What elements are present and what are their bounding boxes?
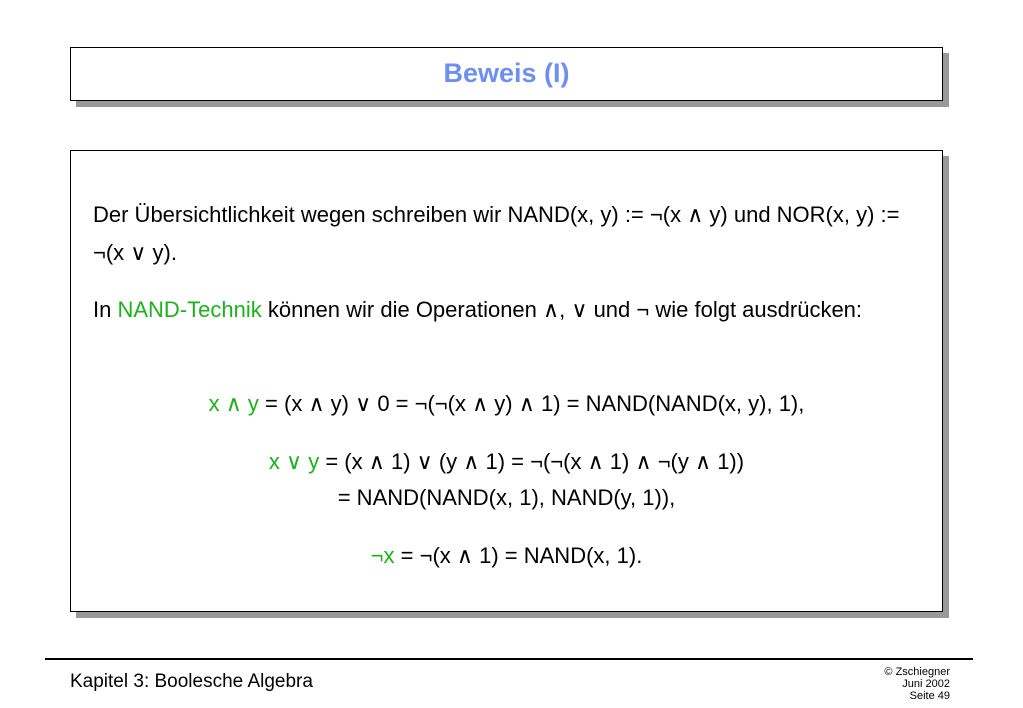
equation-and [71,391,942,417]
p1-end: . [170,240,177,265]
and-lhs: x ∧ y [208,391,259,416]
nor-definition: ¬(x ∨ y) [93,240,171,265]
p2-lead: In [93,297,118,322]
p2-rest-2: wie folgt ausdrücken: [655,297,863,322]
footer-page: Seite 49 [909,690,950,702]
or-lhs: x ∨ y [268,449,320,474]
paragraph-nand-technik [93,291,928,329]
title-box [70,47,943,101]
operator-symbols: ∧, ∨ und ¬ [543,297,656,322]
and-rhs: = (x ∧ y) ∨ 0 = ¬(¬(x ∧ y) ∧ 1) = NAND(NAND(x, y), 1), [258,391,805,416]
p2-rest-1: können wir die Operationen [261,297,544,322]
not-lhs: ¬x [370,543,395,568]
nand-definition: ¬(x ∧ y) [649,202,728,227]
slide-title: Beweis (I) [443,58,570,88]
content-box [70,150,943,612]
equation-or-line-2 [71,485,942,511]
footer-chapter: Kapitel 3: Boolesche Algebra [70,671,313,692]
paragraph-notation [93,196,928,272]
nand-technik-term: NAND-Technik [117,297,262,322]
footer-meta [884,666,950,702]
not-rhs: = ¬(x ∧ 1) = NAND(x, 1). [394,543,643,568]
or-rhs: = (x ∧ 1) ∨ (y ∧ 1) = ¬(¬(x ∧ 1) ∧ ¬(y ∧ 1)) [319,449,745,474]
footer-date: Juni 2002 [902,678,950,690]
p1-lead: Der Übersichtlichkeit wegen schreiben wir NAND(x, y) := [93,202,650,227]
or-rhs-2: = NAND(NAND(x, 1), NAND(y, 1)), [337,485,676,510]
footer-copyright: © Zschiegner [884,666,950,678]
equation-or-line-1 [71,449,942,475]
p1-mid: und NOR(x, y) := [727,202,900,227]
equation-not [71,543,942,569]
footer-rule [45,658,973,660]
